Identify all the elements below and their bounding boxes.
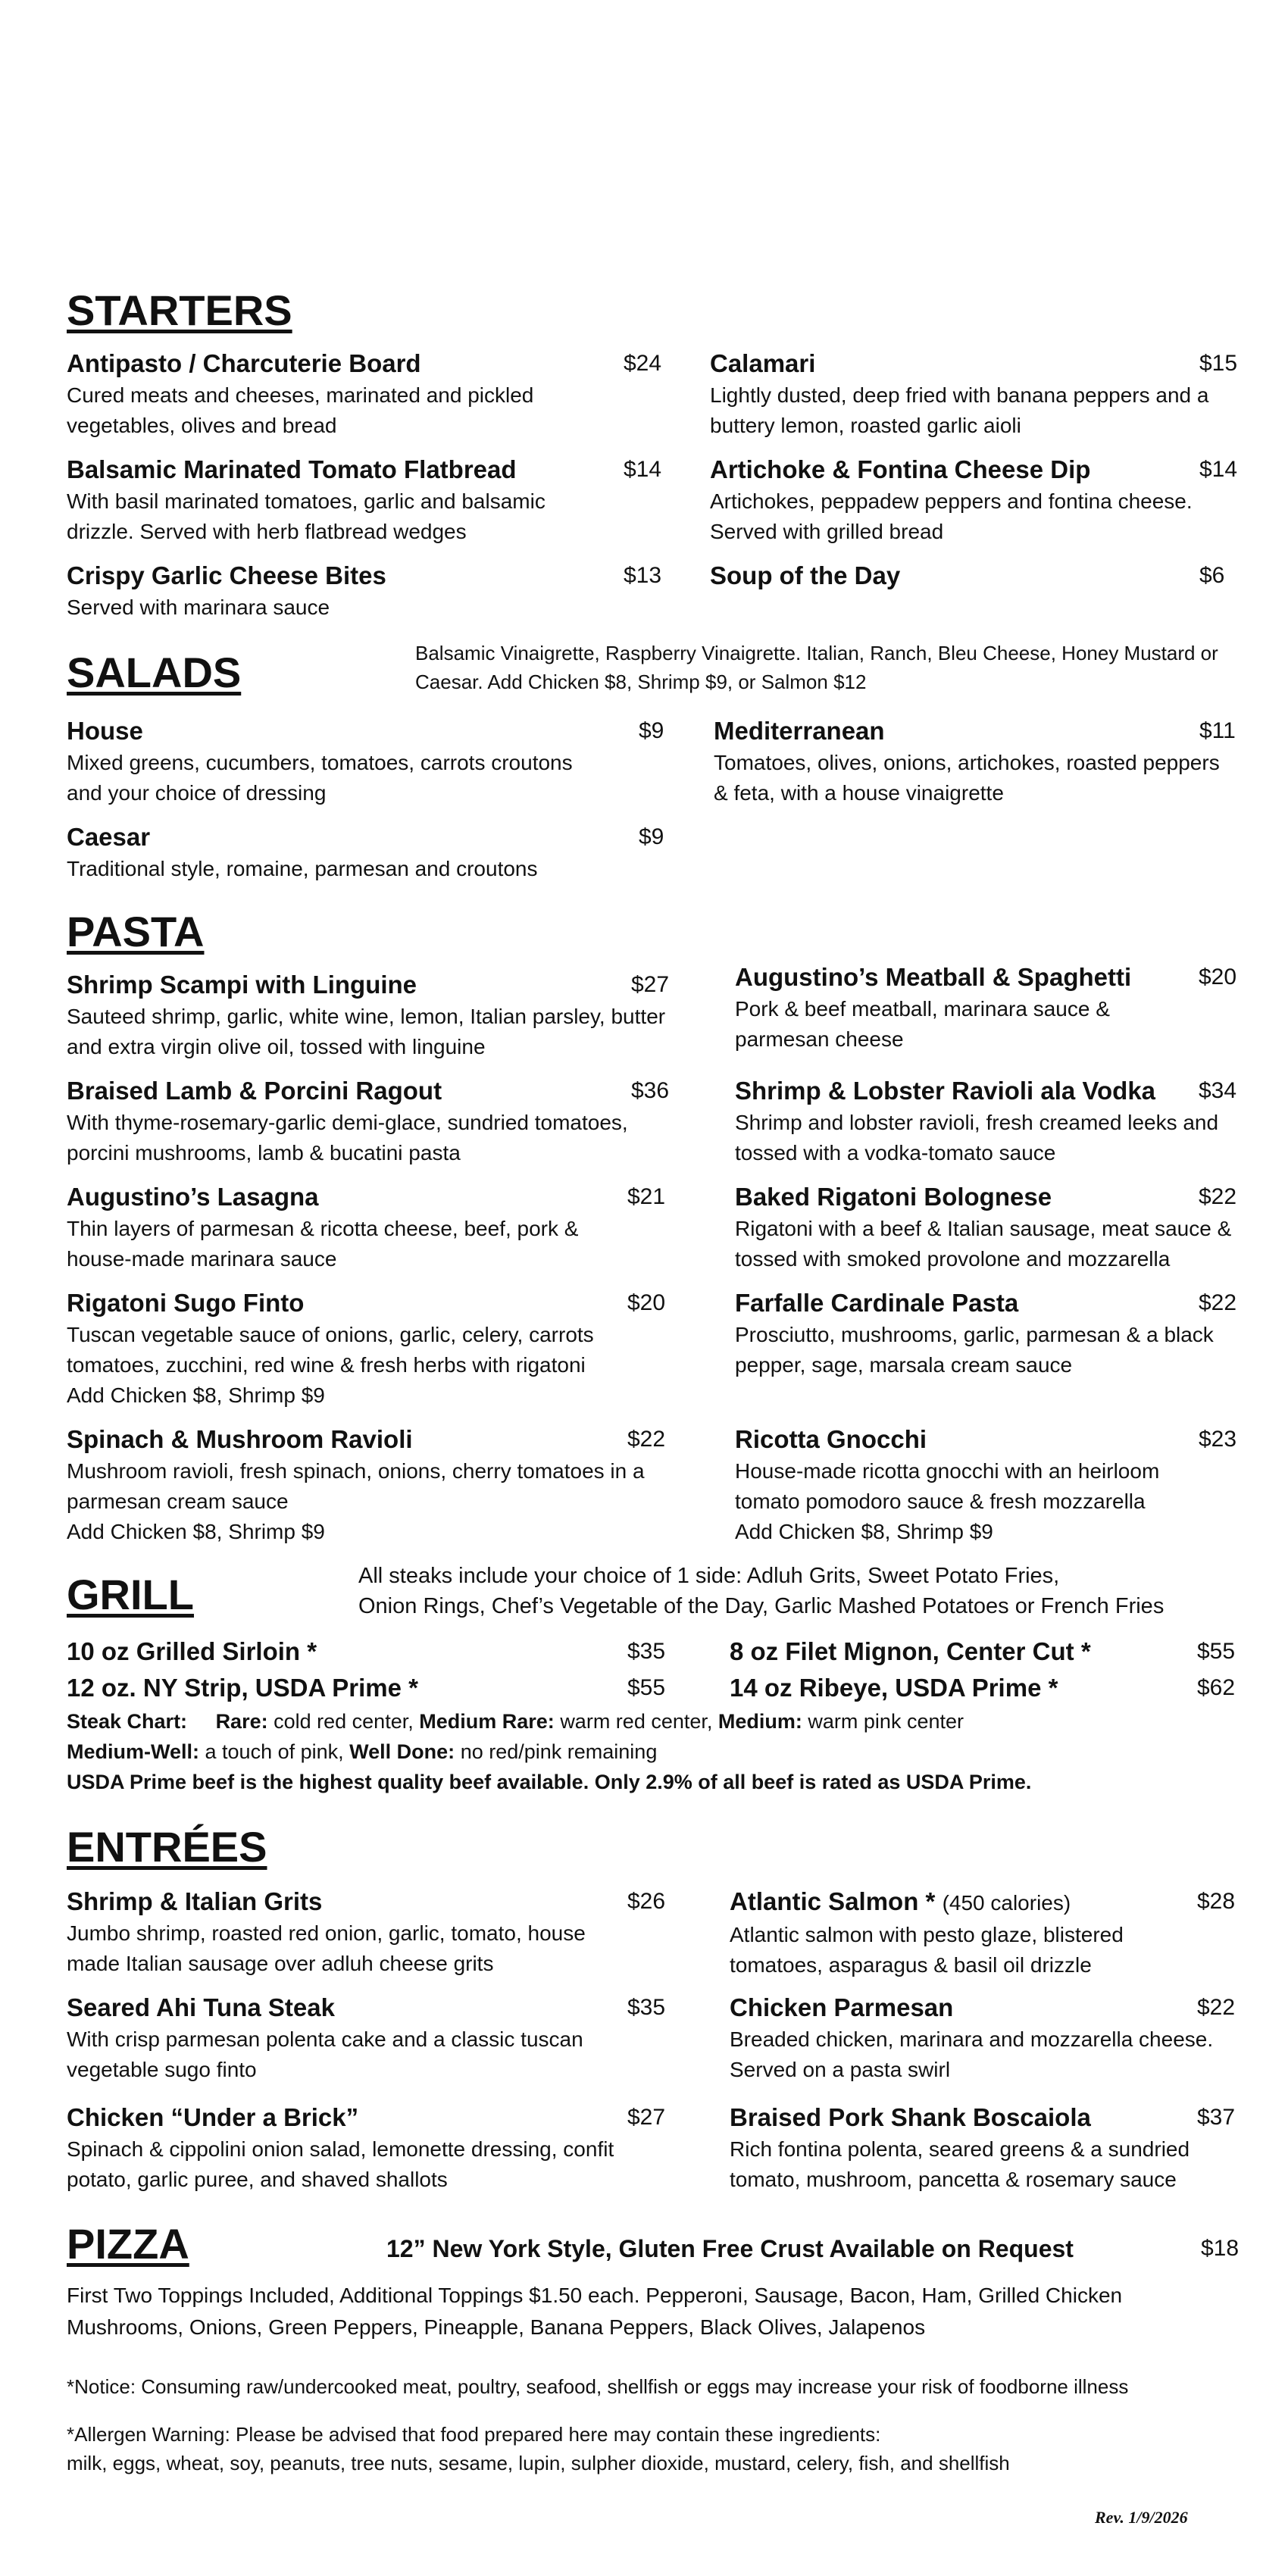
item-name: Shrimp & Lobster Ravioli ala Vodka — [735, 1077, 1156, 1105]
menu-item — [735, 962, 1265, 1055]
medium-label: Medium: — [717, 1710, 802, 1733]
menu-item — [67, 1182, 688, 1274]
steak-chart-label: Steak Chart: — [67, 1710, 188, 1733]
item-price: $35 — [627, 1639, 666, 1664]
item-description: Lightly dusted, deep fried with banana peppers and a buttery lemon, roasted garlic aioli — [710, 383, 1209, 437]
salads-title: SALADS — [67, 649, 242, 696]
item-price: $22 — [1197, 1995, 1236, 2020]
item-description: Mixed greens, cucumbers, tomatoes, carrots croutons and your choice of dressing — [67, 751, 573, 805]
medium-desc: warm pink center — [808, 1710, 964, 1733]
item-name: Crispy Garlic Cheese Bites — [67, 561, 386, 589]
item-price: $22 — [1199, 1290, 1237, 1315]
menu-item — [67, 716, 673, 808]
menu-item — [67, 1673, 673, 1703]
medium-well-desc: a touch of pink, — [205, 1740, 344, 1763]
item-price: $27 — [627, 2105, 666, 2130]
item-price: $23 — [1199, 1427, 1237, 1452]
item-description: With basil marinated tomatoes, garlic and balsamic drizzle. Served with herb flatbread wedges — [67, 489, 546, 543]
item-price: $28 — [1197, 1889, 1236, 1914]
item-price: $9 — [639, 824, 664, 849]
item-name: Balsamic Marinated Tomato Flatbread — [67, 455, 517, 483]
consumption-notice: *Notice: Consuming raw/undercooked meat, poultry, seafood, shellfish or eggs may increase your risk of foodborne illness — [67, 2375, 1129, 2398]
item-name — [730, 1887, 1260, 1918]
item-description: Artichokes, peppadew peppers and fontina cheese. Served with grilled bread — [710, 489, 1193, 543]
steak-chart — [67, 1737, 657, 1767]
item-price: $55 — [1197, 1639, 1236, 1664]
item-description: Served with marinara sauce — [67, 596, 330, 619]
item-description: House-made ricotta gnocchi with an heirloom tomato pomodoro sauce & fresh mozzarella — [735, 1459, 1160, 1513]
item-name: Augustino’s Meatball & Spaghetti — [735, 963, 1132, 991]
menu-item — [714, 716, 1263, 808]
menu-item — [735, 1182, 1265, 1274]
item-price: $15 — [1199, 351, 1238, 376]
item-name: Caesar — [67, 823, 151, 851]
well-done-label: Well Done: — [349, 1740, 455, 1763]
item-price: $11 — [1199, 718, 1236, 743]
grill-title: GRILL — [67, 1571, 194, 1618]
pizza-title: PIZZA — [67, 2220, 189, 2268]
pizza-toppings: Mushrooms, Onions, Green Peppers, Pineapple, Banana Peppers, Black Olives, Jalapenos — [67, 2315, 926, 2339]
menu-item — [67, 561, 665, 623]
item-addon: Add Chicken $8, Shrimp $9 — [67, 1520, 325, 1543]
item-price: $55 — [627, 1675, 666, 1700]
item-name: House — [67, 717, 143, 745]
menu-item — [710, 455, 1263, 547]
item-name: Shrimp & Italian Grits — [67, 1887, 323, 1915]
pizza-price: $18 — [1201, 2236, 1240, 2261]
item-price: $14 — [1199, 457, 1238, 482]
menu-item — [710, 561, 1263, 591]
usda-prime-note: USDA Prime beef is the highest quality beef available. Only 2.9% of all beef is rated as USDA Prime. — [67, 1771, 1032, 1793]
item-description: Shrimp and lobster ravioli, fresh creamed leeks and tossed with a vodka-tomato sauce — [735, 1111, 1219, 1165]
item-name: Antipasto / Charcuterie Board — [67, 349, 421, 377]
item-name: Braised Pork Shank Boscaiola — [730, 2103, 1091, 2131]
item-name: 14 oz Ribeye, USDA Prime * — [730, 1674, 1058, 1702]
menu-item — [67, 1076, 688, 1168]
menu-item — [730, 1993, 1260, 2085]
item-name: 10 oz Grilled Sirloin * — [67, 1637, 317, 1665]
menu-item — [67, 1993, 673, 2085]
rare-desc: cold red center, — [274, 1710, 414, 1733]
item-name: Spinach & Mushroom Ravioli — [67, 1425, 413, 1453]
item-description: Prosciutto, mushrooms, garlic, parmesan & a black pepper, sage, marsala cream sauce — [735, 1323, 1214, 1377]
item-description: Rich fontina polenta, seared greens & a sundried tomato, mushroom, pancetta & rosemary sauce — [730, 2137, 1190, 2191]
pasta-title: PASTA — [67, 908, 205, 955]
revision-date: Rev. 1/9/2026 — [1095, 2508, 1188, 2527]
menu-item — [67, 2102, 673, 2195]
medium-well-label: Medium-Well: — [67, 1740, 199, 1763]
item-description: Tomatoes, olives, onions, artichokes, roasted peppers & feta, with a house vinaigrette — [714, 751, 1220, 805]
pizza-headline: 12” New York Style, Gluten Free Crust Available on Request — [386, 2235, 1074, 2262]
item-addon: Add Chicken $8, Shrimp $9 — [735, 1520, 993, 1543]
item-name: Seared Ahi Tuna Steak — [67, 1993, 335, 2021]
calorie-count: (450 calories) — [942, 1891, 1071, 1915]
allergen-warning: *Allergen Warning: Please be advised that food prepared here may contain these ingredients: — [67, 2423, 881, 2446]
item-price: $36 — [631, 1078, 670, 1103]
item-name: Mediterranean — [714, 717, 885, 745]
item-description: Spinach & cippolini onion salad, lemonette dressing, confit potato, garlic puree, and shaved shallots — [67, 2137, 614, 2191]
menu-item — [67, 1288, 688, 1411]
item-name: Shrimp Scampi with Linguine — [67, 971, 417, 999]
item-price: $21 — [627, 1184, 666, 1209]
item-price: $14 — [624, 457, 662, 482]
rare-label: Rare: — [215, 1710, 268, 1733]
item-price: $13 — [624, 563, 662, 588]
item-addon: Add Chicken $8, Shrimp $9 — [67, 1383, 325, 1407]
item-description: Tuscan vegetable sauce of onions, garlic, celery, carrots tomatoes, zucchini, red wine & fresh herbs with rigatoni — [67, 1323, 594, 1377]
item-name-text: Atlantic Salmon * — [730, 1887, 936, 1915]
item-description: Cured meats and cheeses, marinated and pickled vegetables, olives and bread — [67, 383, 534, 437]
pizza-toppings: First Two Toppings Included, Additional Toppings $1.50 each. Pepperoni, Sausage, Bacon, Ham, Grilled Chicken — [67, 2284, 1123, 2307]
item-price: $37 — [1197, 2105, 1236, 2130]
item-description: Thin layers of parmesan & ricotta cheese, beef, pork & house-made marinara sauce — [67, 1217, 579, 1271]
item-description: Sauteed shrimp, garlic, white wine, lemon, Italian parsley, butter and extra virgin olive oil, tossed with linguine — [67, 1005, 666, 1058]
item-price: $6 — [1199, 563, 1225, 588]
entrees-title: ENTRÉES — [67, 1823, 267, 1871]
menu-item — [735, 1076, 1265, 1168]
medium-rare-label: Medium Rare: — [419, 1710, 555, 1733]
menu-item — [730, 1637, 1260, 1667]
steak-chart — [67, 1706, 964, 1737]
item-name: Baked Rigatoni Bolognese — [735, 1183, 1052, 1211]
item-name: Chicken Parmesan — [730, 1993, 954, 2021]
item-description: Jumbo shrimp, roasted red onion, garlic, tomato, house made Italian sausage over adluh cheese grits — [67, 1921, 586, 1975]
item-name: Augustino’s Lasagna — [67, 1183, 319, 1211]
menu-item — [67, 1424, 688, 1547]
well-done-desc: no red/pink remaining — [460, 1740, 658, 1763]
item-name: Braised Lamb & Porcini Ragout — [67, 1077, 442, 1105]
menu-item — [730, 2102, 1260, 2195]
item-name: Soup of the Day — [710, 561, 901, 589]
item-price: $22 — [1199, 1184, 1237, 1209]
menu-item — [67, 1887, 673, 1979]
starters-title: STARTERS — [67, 286, 292, 334]
item-price: $20 — [627, 1290, 666, 1315]
item-price: $9 — [639, 718, 664, 743]
item-name: Chicken “Under a Brick” — [67, 2103, 359, 2131]
menu-item — [67, 822, 673, 884]
grill-sides-note: Onion Rings, Chef’s Vegetable of the Day, Garlic Mashed Potatoes or French Fries — [358, 1594, 1165, 1618]
allergen-warning: milk, eggs, wheat, soy, peanuts, tree nuts, sesame, lupin, sulpher dioxide, mustard, celery, fish, and shellfish — [67, 2452, 1010, 2474]
menu-item — [730, 1887, 1260, 1980]
item-description: Traditional style, romaine, parmesan and croutons — [67, 857, 538, 880]
item-price: $27 — [631, 972, 670, 997]
item-description: Atlantic salmon with pesto glaze, blistered tomatoes, asparagus & basil oil drizzle — [730, 1923, 1124, 1977]
item-name: Ricotta Gnocchi — [735, 1425, 927, 1453]
menu-item — [710, 349, 1263, 441]
item-description: Mushroom ravioli, fresh spinach, onions, cherry tomatoes in a parmesan cream sauce — [67, 1459, 645, 1513]
item-name: Artichoke & Fontina Cheese Dip — [710, 455, 1091, 483]
menu-item — [735, 1424, 1265, 1547]
menu-item — [735, 1288, 1265, 1380]
salad-dressings-note: Balsamic Vinaigrette, Raspberry Vinaigrette. Italian, Ranch, Bleu Cheese, Honey Mustard or Caesar. Add Chicken $8, Shrimp $9, or Salmon $12 — [415, 642, 1218, 693]
item-price: $26 — [627, 1889, 666, 1914]
item-price: $35 — [627, 1995, 666, 2020]
item-description: Rigatoni with a beef & Italian sausage, meat sauce & tossed with smoked provolone and mozzarella — [735, 1217, 1232, 1271]
item-name: Farfalle Cardinale Pasta — [735, 1289, 1019, 1317]
item-description: Breaded chicken, marinara and mozzarella cheese. Served on a pasta swirl — [730, 2027, 1214, 2081]
menu-item — [67, 349, 665, 441]
item-price: $20 — [1199, 964, 1237, 989]
grill-sides-note: All steaks include your choice of 1 side: Adluh Grits, Sweet Potato Fries, — [358, 1564, 1060, 1588]
item-name: 8 oz Filet Mignon, Center Cut * — [730, 1637, 1091, 1665]
medium-rare-desc: warm red center, — [560, 1710, 713, 1733]
item-name: 12 oz. NY Strip, USDA Prime * — [67, 1674, 418, 1702]
item-description: With crisp parmesan polenta cake and a classic tuscan vegetable sugo finto — [67, 2027, 583, 2081]
item-description: Pork & beef meatball, marinara sauce & parmesan cheese — [735, 997, 1110, 1051]
item-price: $24 — [624, 351, 662, 376]
menu-item — [67, 1637, 673, 1667]
item-price: $22 — [627, 1427, 666, 1452]
item-description: With thyme-rosemary-garlic demi-glace, sundried tomatoes, porcini mushrooms, lamb & bucatini pasta — [67, 1111, 628, 1165]
item-price: $34 — [1199, 1078, 1237, 1103]
item-name: Calamari — [710, 349, 816, 377]
item-price: $62 — [1197, 1675, 1236, 1700]
menu-item — [67, 455, 665, 547]
item-name: Rigatoni Sugo Finto — [67, 1289, 305, 1317]
menu-item — [67, 970, 688, 1062]
menu-item — [730, 1673, 1260, 1703]
